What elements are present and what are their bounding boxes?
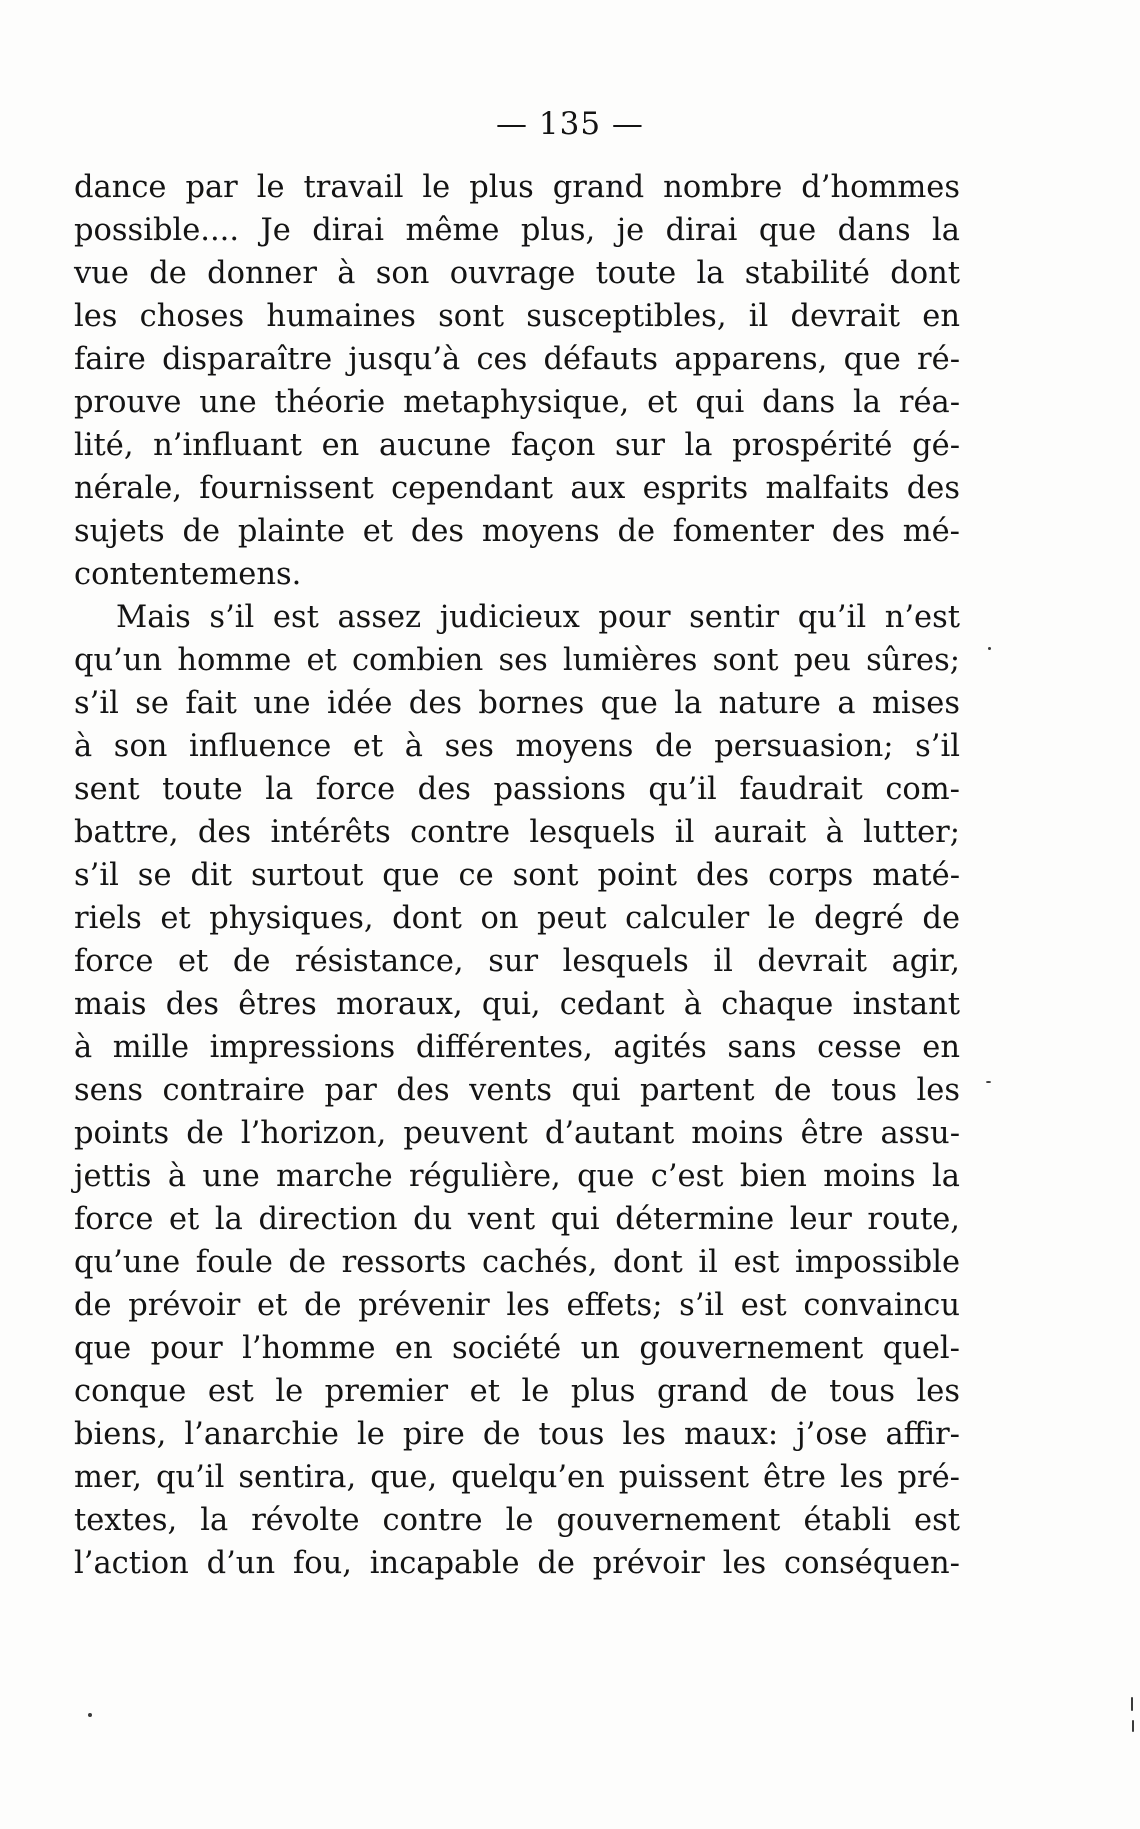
text-line: Mais s’il est assez judicieux pour sentir qu’il n’est	[116, 600, 960, 635]
text-line: mer, qu’il sentira, que, quelqu’en puissent être les pré-	[74, 1460, 960, 1495]
text-line: force et la direction du vent qui détermine leur route,	[74, 1202, 960, 1237]
scan-speck	[986, 1081, 991, 1083]
text-line: conque est le premier et le plus grand de tous les	[74, 1374, 960, 1409]
text-line: lité, n’influant en aucune façon sur la prospérité gé-	[74, 428, 960, 463]
scan-speck	[1131, 1697, 1133, 1711]
text-line: les choses humaines sont susceptibles, il devrait en	[74, 299, 960, 334]
text-line: possible.... Je dirai même plus, je dirai que dans la	[74, 213, 960, 248]
text-line: sent toute la force des passions qu’il faudrait com-	[74, 772, 960, 807]
text-line: battre, des intérêts contre lesquels il aurait à lutter;	[74, 815, 960, 850]
text-line: mais des êtres moraux, qui, cedant à chaque instant	[74, 987, 960, 1022]
scan-speck	[88, 1713, 92, 1717]
text-line: qu’un homme et combien ses lumières sont peu sûres;	[74, 643, 960, 678]
text-line: que pour l’homme en société un gouvernement quel-	[74, 1331, 960, 1366]
page-number: — 135 —	[496, 106, 644, 142]
text-line: à son influence et à ses moyens de persuasion; s’il	[74, 729, 960, 764]
text-line: sujets de plainte et des moyens de fomenter des mé-	[74, 514, 960, 549]
text-line: jettis à une marche régulière, que c’est bien moins la	[74, 1159, 960, 1194]
text-line: faire disparaître jusqu’à ces défauts apparens, que ré-	[74, 342, 960, 377]
text-line: nérale, fournissent cependant aux esprits malfaits des	[74, 471, 960, 506]
paragraph-1	[74, 166, 960, 596]
scan-speck	[1132, 1720, 1134, 1732]
text-line: qu’une foule de ressorts cachés, dont il est impossible	[74, 1245, 960, 1280]
text-line: biens, l’anarchie le pire de tous les maux: j’ose affir-	[74, 1417, 960, 1452]
text-line: contentemens.	[74, 557, 302, 592]
text-line: sens contraire par des vents qui partent de tous les	[74, 1073, 960, 1108]
text-line: textes, la révolte contre le gouvernement établi est	[74, 1503, 960, 1538]
text-line: prouve une théorie metaphysique, et qui dans la réa-	[74, 385, 960, 420]
text-line: force et de résistance, sur lesquels il devrait agir,	[74, 944, 960, 979]
text-line: s’il se dit surtout que ce sont point des corps maté-	[74, 858, 960, 893]
text-line: de prévoir et de prévenir les effets; s’il est convaincu	[74, 1288, 960, 1323]
text-line: à mille impressions différentes, agités sans cesse en	[74, 1030, 960, 1065]
text-line: s’il se fait une idée des bornes que la nature a mises	[74, 686, 960, 721]
text-line: riels et physiques, dont on peut calculer le degré de	[74, 901, 960, 936]
text-line: dance par le travail le plus grand nombre d’hommes	[74, 170, 960, 205]
text-line: points de l’horizon, peuvent d’autant moins être assu-	[74, 1116, 960, 1151]
text-line: l’action d’un fou, incapable de prévoir les conséquen-	[74, 1546, 960, 1581]
text-line: vue de donner à son ouvrage toute la stabilité dont	[74, 256, 960, 291]
scan-speck	[988, 647, 991, 650]
paragraph-2	[74, 596, 960, 1585]
body-text	[74, 166, 960, 1585]
